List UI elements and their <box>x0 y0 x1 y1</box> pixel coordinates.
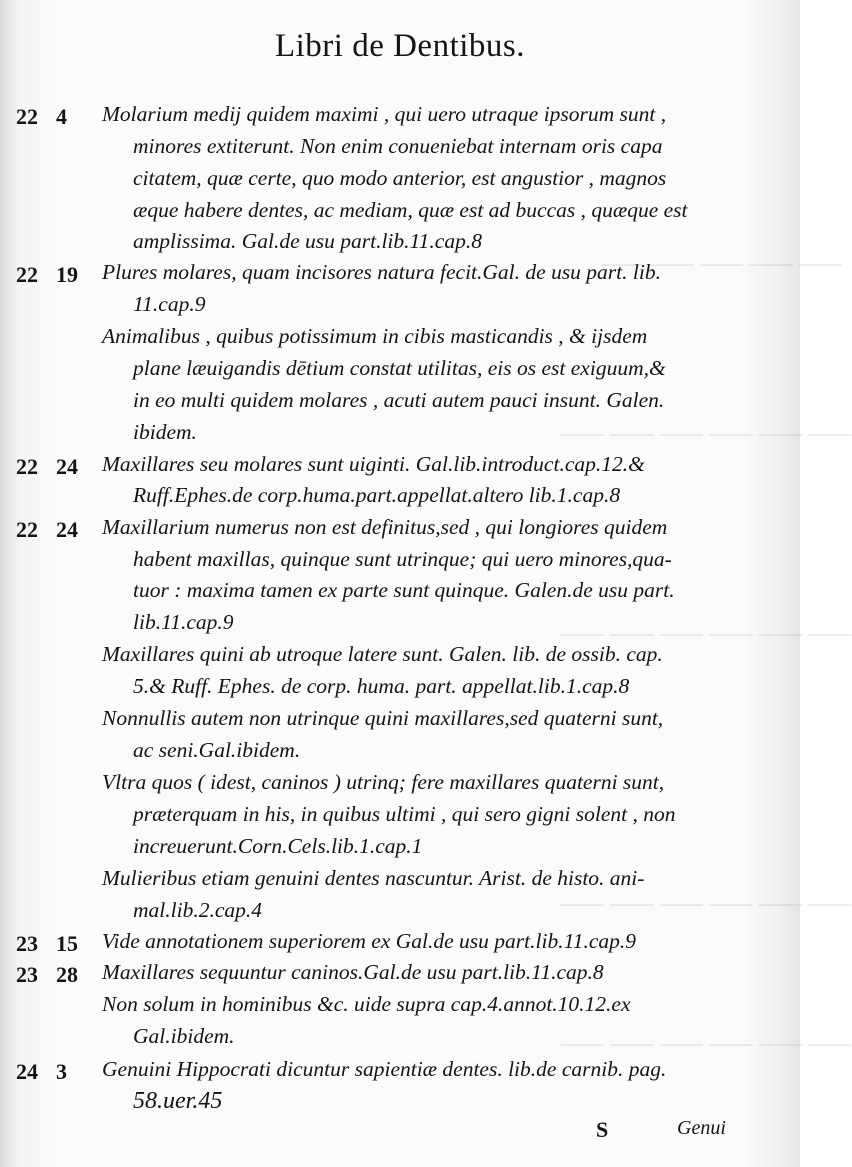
show-through-bleed: ⸻ ⸻ ⸻ ⸻ ⸻ <box>600 254 843 274</box>
annotation-line: Mulieribus etiam genuini dentes nascuntur. Arist. de histo. ani- <box>102 866 645 890</box>
annotation-line: increuerunt.Corn.Cels.lib.1.cap.1 <box>133 834 423 858</box>
line-reference <box>16 1059 96 1085</box>
ref-line: 19 <box>56 262 78 287</box>
ref-page: 23 <box>16 931 38 956</box>
show-through-bleed: ⸻ ⸻ ⸻ ⸻ ⸻ ⸻ <box>560 424 852 444</box>
signature-mark: S <box>596 1117 609 1142</box>
annotation-line: Maxillarium numerus non est definitus,sed , qui longiores quidem <box>102 515 668 539</box>
annotation-line: 5.& Ruff. Ephes. de corp. huma. part. appellat.lib.1.cap.8 <box>133 674 630 698</box>
annotation-line: Maxillares sequuntur caninos.Gal.de usu part.lib.11.cap.8 <box>102 960 604 984</box>
annotation-line: tuor : maxima tamen ex parte sunt quinque. Galen.de usu part. <box>133 578 675 602</box>
show-through-bleed: ⸻ ⸻ ⸻ ⸻ ⸻ ⸻ <box>560 894 852 914</box>
annotation-line: 58.uer.45 <box>133 1088 223 1114</box>
ref-page: 22 <box>16 517 38 542</box>
show-through-bleed: ⸻ ⸻ ⸻ ⸻ ⸻ ⸻ <box>560 1034 852 1054</box>
ref-page: 24 <box>16 1059 38 1084</box>
ref-page: 23 <box>16 962 38 987</box>
annotation-line: in eo multi quidem molares , acuti autem pauci insunt. Galen. <box>133 388 665 412</box>
annotation-line: ac seni.Gal.ibidem. <box>133 738 301 762</box>
annotation-line: Maxillares seu molares sunt uiginti. Gal.lib.introduct.cap.12.& <box>102 452 645 476</box>
ref-line: 28 <box>56 962 78 987</box>
annotation-line: Genuini Hippocrati dicuntur sapientiæ dentes. lib.de carnib. pag. <box>102 1057 667 1081</box>
ref-page: 22 <box>16 262 38 287</box>
annotation-line: plane læuigandis dētium constat utilitas, eis os est exiguum,& <box>133 356 666 380</box>
annotation-line: Gal.ibidem. <box>133 1024 235 1048</box>
annotation-line: Vide annotationem superiorem ex Gal.de usu part.lib.11.cap.9 <box>102 929 637 953</box>
ref-line: 3 <box>56 1059 67 1084</box>
catchword: Genui <box>677 1117 726 1139</box>
annotation-line: minores extiterunt. Non enim conueniebat internam oris capa <box>133 134 663 158</box>
ref-line: 15 <box>56 931 78 956</box>
annotation-line: Plures molares, quam incisores natura fecit.Gal. de usu part. lib. <box>102 260 661 284</box>
line-reference <box>16 454 96 480</box>
ref-line: 24 <box>56 517 78 542</box>
annotation-line: habent maxillas, quinque sunt utrinque; qui uero minores,qua- <box>133 547 672 571</box>
line-reference <box>16 517 96 543</box>
annotation-line: Molarium medij quidem maximi , qui uero utraque ipsorum sunt , <box>102 102 667 126</box>
annotation-line: æque habere dentes, ac mediam, quæ est ad buccas , quæque est <box>133 198 688 222</box>
annotation-line: lib.11.cap.9 <box>133 610 234 634</box>
annotation-line: ibidem. <box>133 420 197 444</box>
annotation-line: amplissima. Gal.de usu part.lib.11.cap.8 <box>133 229 482 253</box>
annotation-line: Ruff.Ephes.de corp.huma.part.appellat.altero lib.1.cap.8 <box>133 483 621 507</box>
annotation-line: Nonnullis autem non utrinque quini maxillares,sed quaterni sunt, <box>102 706 664 730</box>
annotation-line: Non solum in hominibus &c. uide supra cap.4.annot.10.12.ex <box>102 992 631 1016</box>
annotation-line: præterquam in his, in quibus ultimi , qui sero gigni solent , non <box>133 802 676 826</box>
line-reference <box>16 931 96 957</box>
line-reference <box>16 104 96 130</box>
annotation-line: Maxillares quini ab utroque latere sunt. Galen. lib. de ossib. cap. <box>102 642 663 666</box>
annotation-line: Animalibus , quibus potissimum in cibis masticandis , & ijsdem <box>102 324 648 348</box>
ref-line: 24 <box>56 454 78 479</box>
show-through-bleed: ⸻ ⸻ ⸻ ⸻ ⸻ ⸻ <box>560 624 852 644</box>
ref-page: 22 <box>16 454 38 479</box>
page-title: Libri de Dentibus. <box>274 28 526 64</box>
annotation-line: mal.lib.2.cap.4 <box>133 898 262 922</box>
line-reference <box>16 262 96 288</box>
annotation-line: 11.cap.9 <box>133 292 206 316</box>
ref-page: 22 <box>16 104 38 129</box>
ref-line: 4 <box>56 104 67 129</box>
annotation-line: Vltra quos ( idest, caninos ) utrinq; fere maxillares quaterni sunt, <box>102 770 665 794</box>
line-reference <box>16 962 96 988</box>
annotation-line: citatem, quæ certe, quo modo anterior, est angustior , magnos <box>133 166 667 190</box>
